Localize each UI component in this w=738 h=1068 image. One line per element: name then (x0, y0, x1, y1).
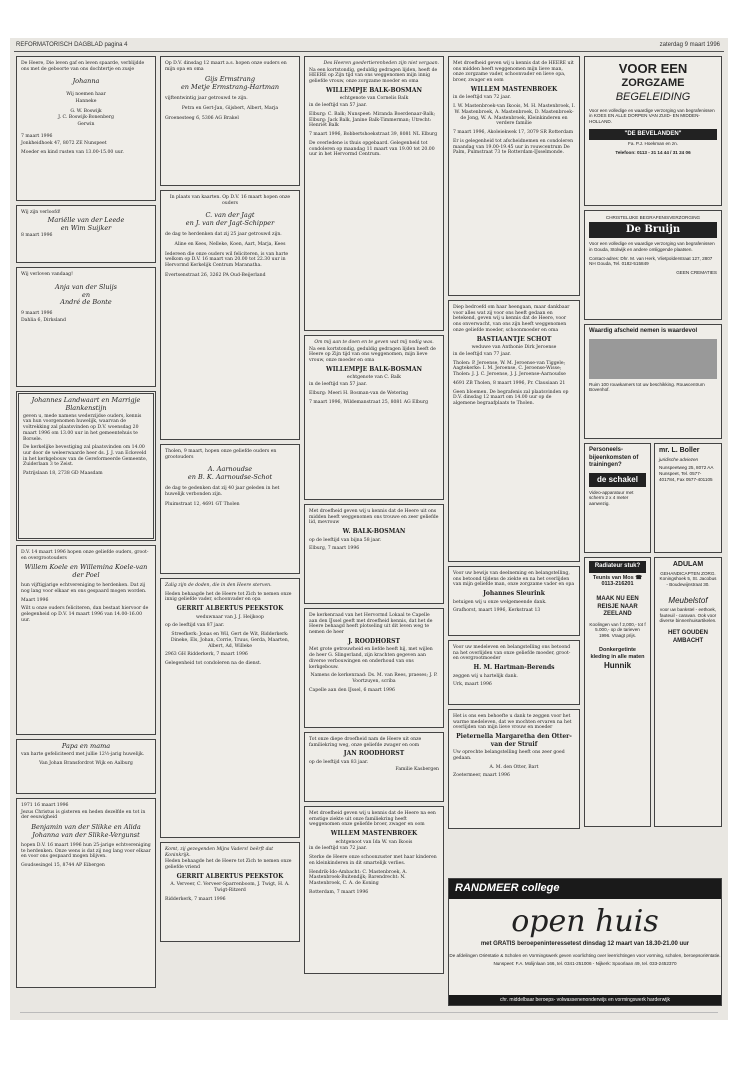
ad-text: Uw oprechte belangstelling heeft ons zeer goed gedaan. (453, 750, 565, 761)
ad-text: Om mij aan te doen en te geven wat mij nodig was. (314, 340, 434, 345)
ad-koele (16, 545, 156, 735)
ad-text: 7 maart 1996, Wildemanstraat 25, 8081 AG Elburg (309, 399, 429, 405)
ad-text: Tot onze diepe droefheid nam de Heere uit onze familiekring weg, onze geliefde zwager en oom (309, 737, 422, 748)
ad-text: Komt, zij gezegenden Mijns Vaders! beërft dat Koninkrijk. (165, 847, 274, 858)
ad-name: Johanna (72, 77, 100, 86)
ad-text: Er is gelegenheid tot afscheidnemen en condoleren maandag van 19.00-19.45 uur in rouwcentrum De Palm, Pulmstraat 73 te Rotterdam-IJsselmonde. (453, 138, 574, 156)
ad-vanderjagt (160, 190, 300, 440)
ad-zorgzame-begeleiding (584, 56, 722, 206)
ad-text: Elburg: C. Balk; Nunspeet: Miranda Boerdenaar-Balk; Elburg: Jack Balk, Janine Balk-Timmerman; Utrecht: Henriët Balk (309, 111, 436, 129)
ad-text: chr. middelbaar beroeps- volwassenenonderwijs en vormingswerk harderwijk (449, 995, 721, 1005)
ad-text: hun vijftigjarige echtvereniging te herdenken. Dat zij nog lang voor elkaar en ons gespaard mogen worden. (21, 583, 147, 594)
ad-text: hopen D.V. 16 maart 1996 hun 25-jarige echtvereniging te herdenken. Onze wens is dat zij nog lang voor elkaar en voor ons gespaard mogen blijven. (21, 842, 151, 860)
ad-balk-bosman-1 (304, 56, 444, 331)
paper-date: zaterdag 9 maart 1996 (659, 42, 720, 48)
column-1 (16, 56, 156, 992)
column-4 (448, 56, 580, 833)
ad-name: en (81, 290, 91, 299)
ad-hartman-berends (448, 640, 580, 705)
ad-name: en Metje Ermstrang-Hartman (180, 83, 280, 92)
ad-text: Wij zijn verloofd! (21, 210, 61, 215)
ad-text: Video-apparatuur met scherm 2 x 4 meter aanwezig. (589, 489, 634, 506)
ad-text: A. Verveer, C. Verveer-Sparrenboom, J. Twigt, H. A. Twigt-Ritzerd (170, 882, 290, 894)
ad-mastenbroek-1 (304, 806, 444, 974)
ad-text: Voor een volledige en waardige verzorging van begrafenissen in KOES EN ALLE DORPEN VAN ZUID- EN MIDDEN-HOLLAND. (589, 107, 715, 125)
ad-name: Willem Koele en Willemina Koele-van der Poel (24, 563, 148, 580)
ad-text: D.V. 14 maart 1996 hopen onze geliefde ouders, groot- en overgrootouders (21, 550, 149, 561)
ad-text: G. W. Boswijk (70, 108, 102, 114)
ad-text: Evertsenstraat 26, 3262 PA Oud-Beijerland (165, 272, 266, 278)
ad-text: 1971 16 maart 1996 (21, 803, 69, 808)
ad-text: De kerkelijke bevestiging zal plaatsvinden om 14.00 uur door de weleerwaarde heer ds. J. J. van Eckeveld in het kerkgebouw van de Gereformeerde Gemeente, Zuiderlaan 3 te Zeist. (23, 445, 148, 468)
ad-text: in de leeftijd van 72 jaar. (309, 846, 367, 852)
ad-text: Elburg: Meeri H. Bosman-van de Wetering (309, 390, 409, 396)
ad-text: weduwe van Anthonie Dirk Jeroense (471, 345, 557, 351)
ad-text: Voor uw medeleven en belangstelling ons betoond na het overlijden van onze geliefde moeder, groot- en overgrootmoeder (453, 645, 571, 662)
ad-name: Johannes Landwaart en Marrigje Blankenstijn (31, 396, 141, 412)
ad-text: Fa. P.J. Hoekman en zn. (628, 141, 678, 147)
ad-text: in de leeftijd van 57 jaar. (309, 382, 367, 388)
ad-text: Gerwin (77, 122, 95, 128)
ad-text: in de leeftijd van 57 jaar. (309, 103, 367, 109)
ad-radiateur (584, 557, 651, 827)
ad-text: Pluimstraat 12, 4691 GT Tholen (165, 501, 240, 507)
ad-name: Gijs Ermstrang (205, 75, 255, 84)
ad-name: GERRIT ALBERTUS PEEKSTOK (176, 872, 284, 880)
ad-text: Maart 1996 (21, 597, 49, 603)
ad-text: geven u, mede namens wederzijdse ouders, kennis van hun voorgenomen huwelijk, waarvan de voltrekking zal plaatsvinden op D.V. woensdag 20 maart 1996 om 13.00 uur in het gemeentehuis te Borsele. (23, 413, 142, 442)
ad-text: Telefoon: 0113 - 31 14 44 / 31 24 06 (615, 150, 691, 156)
ad-text: Streefkerk: Jonas en Wil, Gert de Wit, Ridderkerk: Dineke, Els, Johan, Corrie, Truus, Gerda, Maarten, Albert, Ad, Willeke (170, 632, 290, 649)
ad-text: De afdelingen Oriëntatie & Scholen en Vormingswerk geven voorlichting over leerrichtingen voor vorming, scholen, beroepsoriëntatie. (449, 952, 721, 958)
ad-text: Elburg, 7 maart 1996 (309, 546, 360, 552)
ad-text: 7 maart 1996 (21, 133, 53, 139)
ad-text: Voor een volledige en waardige verzorging van begrafenissen in Gouda, Stolwijk en andere omliggende plaatsen. (589, 241, 715, 252)
ad-landwaart (16, 391, 156, 541)
ad-name: JAN ROODHORST (343, 750, 405, 758)
ad-name: Papa en mama (61, 742, 111, 750)
ad-text: Petra en Gert-Jan, Gijsbert, Albert, Marja (181, 105, 279, 111)
ad-name: Johannes Sleurink (483, 590, 545, 598)
ad-text: Familie Kasbergen (395, 766, 439, 772)
ad-text: CHRISTELIJKE BEGRAFENISVERZORGING (605, 215, 701, 220)
ad-heading: ZORGZAME (621, 77, 685, 90)
ad-text: Sterke de Heere onze schoonzuster met haar kinderen en kleinkinderen in dit smartelijk verlies. (309, 855, 437, 866)
ad-text: echtgenote van C. Balk (347, 375, 401, 381)
ad-name: WILLEMPJE BALK-BOSMAN (326, 86, 422, 94)
ad-text: Des Heeren goedertierenheden zijn niet vergaan. (323, 61, 439, 66)
ad-text: Met grote getrouwheid en liefde heeft hij, met wijlen de heer G. Slingerland, zijn krachten gegeven aan diverse verbouwingen en onderhoud van ons kerkgebouw. (309, 647, 433, 670)
page-fold (20, 1012, 718, 1013)
ad-text: Aline en Kees, Nelleke, Koen, Aart, Marja, Kees (174, 241, 286, 247)
ad-text: Voor uw bewijs van deelneming en belangstelling, ons betoond tijdens de ziekte en na het overlijden van mijn geliefde man, onze zorgzame vader en opa (453, 571, 575, 588)
ad-text: 9 maart 1996 (21, 311, 53, 317)
ad-text: Dahlia 6, Dirksland (21, 317, 66, 323)
ad-text: Grafhorst, maart 1996, Kerkstraat 13 (453, 608, 541, 614)
ad-text: echtgenote van Cornelis Balk (339, 96, 409, 102)
ad-heading: Donkergetinte kleding in alle maten (590, 646, 645, 660)
ad-name: H. M. Hartman-Berends (473, 664, 555, 672)
ad-text: Wilt u onze ouders feliciteren, dan bestaat hiervoor de gelegenheid op D.V. 14 maart 1996 van 14.00-16.00 uur. (21, 606, 149, 623)
ad-text: Na een kortstondig, geduldig gedragen lijden, heeft de HEERE op Zijn tijd van ons weggenomen mijn innig geliefde vrouw, onze zorgzame moeder en oma (309, 67, 438, 85)
ad-text: Van Johan Bransfordrot Wijk en Aalburg (39, 760, 133, 766)
ad-name: WILLEM MASTENBROEK (470, 85, 558, 93)
ad-name: J. ROODHORST (348, 637, 400, 645)
ad-heading: MAAK NU EEN REISJE NAAR ZEELAND (596, 596, 639, 618)
ad-text: Wij noemen haar (66, 92, 106, 98)
ad-text: juridische adviezen (659, 456, 699, 462)
ad-text: Hanneke (75, 99, 97, 104)
ad-name: en B. K. Aarnoudse-Schot (187, 473, 273, 482)
ad-open-huis (448, 878, 722, 1006)
ad-text: Tholen: P. Jeroense, W. M. Jeroense-van Tiggele; Aagtekerke: I. M. Jeroense, C. Jeroense-Wisse; Tholen: J. J. C. Jeroense, J. J. Jeroense-Aarnoudse (453, 360, 566, 378)
ad-text: Met droefheid geven wij u kennis dat de HEERE uit ons midden heeft weggenomen mijn lieve man, onze zorgzame vader, schoonvader en lieve opa, broer, zwager en oom (453, 61, 574, 84)
ad-text: Urk, maart 1996 (453, 682, 492, 688)
ad-text: weduwnaar van J. J. Heijkoop (195, 614, 264, 620)
ad-text: op de leeftijd van bijna 58 jaar. (309, 537, 382, 543)
ad-text: Namens de kerkenraad: Ds. M. van Rees, praeses; J. P. Voortzuyen, scriba (310, 673, 438, 685)
ad-text: zeggen wij u hartelijk dank. (453, 673, 518, 679)
ad-heading: open huis (511, 903, 659, 939)
ad-text: op de leeftijd van 83 jaar. (309, 759, 369, 765)
ad-text: A. M. den Otter, Bart (489, 764, 539, 770)
ad-text: op de leeftijd van 87 jaar. (165, 623, 225, 629)
ad-de-bruijn (584, 210, 722, 320)
ad-text: Ruim 100 rouwkamers tot uw beschikking. Rouwcentrum Bovenhof. (589, 381, 705, 393)
ad-heading: BEGELEIDING (615, 91, 691, 103)
ad-peekstok-2 (160, 842, 300, 942)
ad-text: de dag te herdenken dat zij 25 jaar getrouwd zijn. (165, 232, 282, 238)
ad-name: Pieternella Margaretha den Otter-van der Struif (456, 733, 572, 748)
ad-name: BASTIAANTJE SCHOT (476, 335, 552, 343)
ad-text: J. C. Boswijk-Bonenberg (58, 115, 114, 121)
ad-text: Het is ons een behoefte u dank te zeggen voor het warme medeleven, dat we mochten ervaren na het overlijden van mijn lieve vrouw en moeder (453, 714, 572, 731)
ad-text: 8 maart 1996 (21, 233, 53, 239)
ad-text: Jonkheidhoek 47, 8072 ZE Nunspeet (21, 140, 107, 146)
ad-heading: HET GOUDEN AMBACHT (667, 630, 708, 644)
ad-text: GEHANDICAPTEN ZORG. Koningshoek 5, St. Jacobus - Boudewijnstraat 30. (659, 570, 717, 588)
ad-text: In plaats van kaarten. Op D.V. 16 maart hopen onze ouders (169, 195, 291, 206)
ad-text: Diep bedroefd om haar heengaan, maar dankbaar voor alles wat zij voor ons heeft gedaan en betekend, geven wij u kennis dat de Heere, voor ons onverwacht, van ons zijn heeft weggenomen onze geliefde moeder, schoonmoeder en oma (453, 305, 570, 333)
ad-name: GERRIT ALBERTUS PEEKSTOK (176, 605, 284, 613)
ad-text: Gelegenheid tot condoleren na de dienst. (165, 661, 262, 667)
ad-text: van harte gefeliciteerd met jullie 12½-jarig huwelijk. (21, 751, 145, 757)
ad-text: Tholen, 9 maart, hopen onze geliefde ouders en grootouders (165, 449, 277, 460)
ad-marielle (16, 205, 156, 263)
ad-schot (448, 300, 580, 562)
ad-mastenbroek-2 (448, 56, 580, 296)
ad-heading: Meubelstof (668, 595, 708, 605)
paper-title: REFORMATORISCH DAGBLAD pagina 4 (16, 42, 128, 48)
ad-text: Contact-adres: Dhr. M. van Herk, Vlietpolderstraat 127, 2807 NH Gouda, Tel. 0182-515849 (589, 255, 713, 267)
ad-balkosman-church (304, 504, 444, 604)
ad-heading: ADULAM (672, 561, 704, 568)
ad-text: De kerkenraad van het Hervormd Lokaal te Capelle aan den IJssel geeft met droefheid kennis, dat het de Heere behaagd heeft plotseling uit dit leven weg te nemen de heer (309, 613, 433, 636)
ad-text: Ridderkerk, 7 maart 1996 (165, 896, 226, 902)
ad-text: 7 maart 1996, Akoleiekwek 17, 3079 SR Rotterdam (453, 130, 574, 136)
ad-heading: Radiateur stuk? (589, 561, 646, 573)
ad-roodhorst-2 (304, 732, 444, 802)
ad-text: in de leeftijd van 72 jaar. (453, 95, 511, 101)
ad-text: vijftentwintig jaar getrouwd te zijn. (165, 96, 248, 102)
ad-text: Heden behaagde het de Heere tot Zich te nemen onze innig geliefde vader, schoonvader en opa (165, 591, 292, 603)
ad-text: Met droefheid geven wij u kennis dat de Heere na een ernstige ziekte uit onze familiekring heeft weggenomen onze geliefde broer, zwager en oom (309, 811, 436, 828)
ad-text: Goudsesingel 15, 8744 AP Eibergen (21, 863, 105, 868)
ad-text: de dag te gedenken dat zij 40 jaar geleden in het huwelijk verbonden zijn. (165, 486, 280, 497)
ad-text: Nunspeet: F.A. Molijnlaan 166, tel. 0341-251006 - Nijkerk: Spoorlaan 49, tel. 033-2452370 (493, 961, 677, 967)
ad-heading: Teunis van Mos ☎ 0113-216201 (592, 574, 643, 588)
ad-text: Na een kortstondig, geduldig gedragen lijden heeft de Heere op Zijn tijd van ons weggenomen, mijn lieve vrouw, onze moeder en oma (309, 346, 436, 364)
ad-balk-bosman-2 (304, 335, 444, 500)
ad-text: Patrijslaan 18, 2738 GD Maasdam (23, 471, 103, 477)
ad-text: Wij verloven vandaag! (21, 272, 73, 277)
ad-text: Groenesteeg 6, 5306 AG Brakel (165, 115, 239, 121)
ad-name: en J. van der Jagt-Schipper (185, 219, 275, 228)
ad-heading: Waardig afscheid nemen is waardevol (589, 328, 698, 334)
ad-boller (654, 443, 722, 553)
ad-text: De overledene is thuis opgebaard. Gelegenheid tot condoleren op maandag 11 maart van 19.00 tot 20.00 uur in het Hervormd Centrum. (309, 140, 435, 158)
ad-text: GEEN CREMATIES (676, 270, 717, 276)
ad-text: echtgenoot van Ida W. van Ikoois (335, 839, 413, 845)
ad-text: I. W. Mastenbroek-van Ikoois, M. H. Mastenbroek, I. W. Mastenbroek, A. Mastenbroek, D. Mastenbroek-de Jong, W. A. Mastenbroek, Kleinkinderen en verdere familie (453, 104, 575, 127)
ad-name: André de Bonte (60, 298, 112, 307)
ad-text: 2963 GH Ridderkerk, 7 maart 1996 (165, 652, 248, 658)
ad-name: Anja van der Sluijs (55, 282, 117, 291)
ad-text: betuigen wij u onze welgemeende dank. (453, 599, 547, 605)
header-rule (14, 51, 724, 52)
ad-johanna (16, 56, 156, 201)
ad-papa-mama (16, 739, 156, 794)
ad-de-schakel (584, 443, 651, 553)
ad-heading: "DE BEVELANDEN" (589, 129, 717, 141)
ad-text: De Heere, Die leven gaf en leven spaarde, verblijdde ons met de geboorte van ons dochtertje en zusje (21, 61, 145, 72)
ad-name: C. van der Jagt (205, 211, 255, 220)
ad-name: WILLEMPJE BALK-BOSMAN (326, 365, 422, 373)
column-5 (584, 56, 722, 831)
ad-text: Jezus Christus is gisteren en heden dezelfde en tot in der eeuwigheid (21, 809, 146, 821)
ad-name: en Wim Suijker (60, 223, 112, 232)
ad-name: Mariëlle van der Leede (47, 215, 125, 224)
ad-text: Iedereen die onze ouders wil feliciteren, is van harte welkom op D.V. 16 maart van 20.00 tot 22.30 uur in Hervormd Kerkelijk Centrum Maranatha. (165, 251, 289, 268)
ad-name: W. BALK-BOSMAN (342, 528, 406, 536)
ad-vanderslikke (16, 798, 156, 988)
ad-text: 4691 ZB Tholen, 8 maart 1996, Pr. Clausiaan 21 (453, 380, 566, 386)
ad-anja (16, 267, 156, 387)
ad-text: Moeder en kind rusten van 13.00-15.00 uur. (21, 150, 124, 156)
ad-heading: mr. L. Boller (659, 447, 700, 454)
ad-text: 7 maart 1996, Bobbertshoekstraat 39, 8081 NL Elburg (309, 132, 438, 138)
ad-text: Capelle aan den IJssel, 6 maart 1996 (309, 687, 395, 693)
ad-ermstrang (160, 56, 300, 186)
ad-heading: De Bruijn (589, 222, 717, 239)
ad-name: A. Aarnoudse (207, 465, 253, 474)
column-2 (160, 56, 300, 946)
ad-heading: de schakel (589, 473, 646, 487)
ad-text: Zoetermeer, maart 1996 (453, 773, 510, 779)
ad-heading: RANDMEER college (449, 879, 721, 899)
ad-text: Op D.V. dinsdag 12 maart a.s. hopen onze ouders en mijn opa en oma (165, 61, 287, 72)
ad-text: Geen bloemen. De begrafenis zal plaatsvinden op D.V. dinsdag 12 maart om 14.00 uur op de algemene begraafplaats te Tholen. (453, 389, 569, 407)
ad-text: voor uw bankstel - eethoek, fauteuil - caravan. Ook voor diverse binnenhuisartikelen. (659, 606, 717, 624)
ad-text: Met droefheid geven wij u kennis dat de Heere uit ons midden heeft weggenomen ons trouwe en zeer geliefde lid, mevrouw (309, 509, 439, 526)
ad-text: Heden behaagde het de Heere tot Zich te nemen onze geliefde vriend (165, 859, 292, 871)
ad-text: in de leeftijd van 77 jaar. (453, 351, 511, 357)
ad-adulam-meubelstof (654, 557, 722, 827)
ad-heading: Personeels-bijeenkomsten of trainingen? (589, 447, 639, 468)
ad-text: met GRATIS beroepeninteressetest dinsdag 12 maart van 18.30-21.00 uur (480, 941, 690, 948)
building-photo (589, 339, 717, 379)
ad-text: Zalig zijn de doden, die in den Heere sterven. (165, 583, 272, 588)
ad-text: Koolingen van f 2,000,- tot f 5.000,- op de tarieven 1996. Vraagt prijs. (589, 621, 646, 639)
ad-aarnoudse (160, 444, 300, 574)
ad-text: Hendrik-Ido-Ambacht: C. Mastenbroek, A. Mastenbroek-Buitendijk; Barendrecht: N. Mastenbroek, C. A. de Koning (309, 869, 408, 887)
ad-text: Rotterdam, 7 maart 1996 (309, 889, 369, 895)
ad-peekstok-1 (160, 578, 300, 838)
ad-heading: Hunnik (603, 660, 632, 670)
ad-name: Benjamin van der Slikke en Alida Johanna van der Slikke-Vergunst (31, 823, 141, 839)
ad-pieternella (448, 709, 580, 829)
column-3 (304, 56, 444, 978)
ad-name: WILLEM MASTENBROEK (330, 830, 418, 838)
ad-rouwcentrum (584, 324, 722, 439)
ad-heading: VOOR EEN (618, 61, 688, 76)
ad-sleurink (448, 566, 580, 636)
ad-roodhorst-1 (304, 608, 444, 728)
ad-text: Nunspeetweg 25, 8072 AA Nunspeet, Tel. 0577-401784, Fax 0577-401105 (659, 465, 714, 482)
